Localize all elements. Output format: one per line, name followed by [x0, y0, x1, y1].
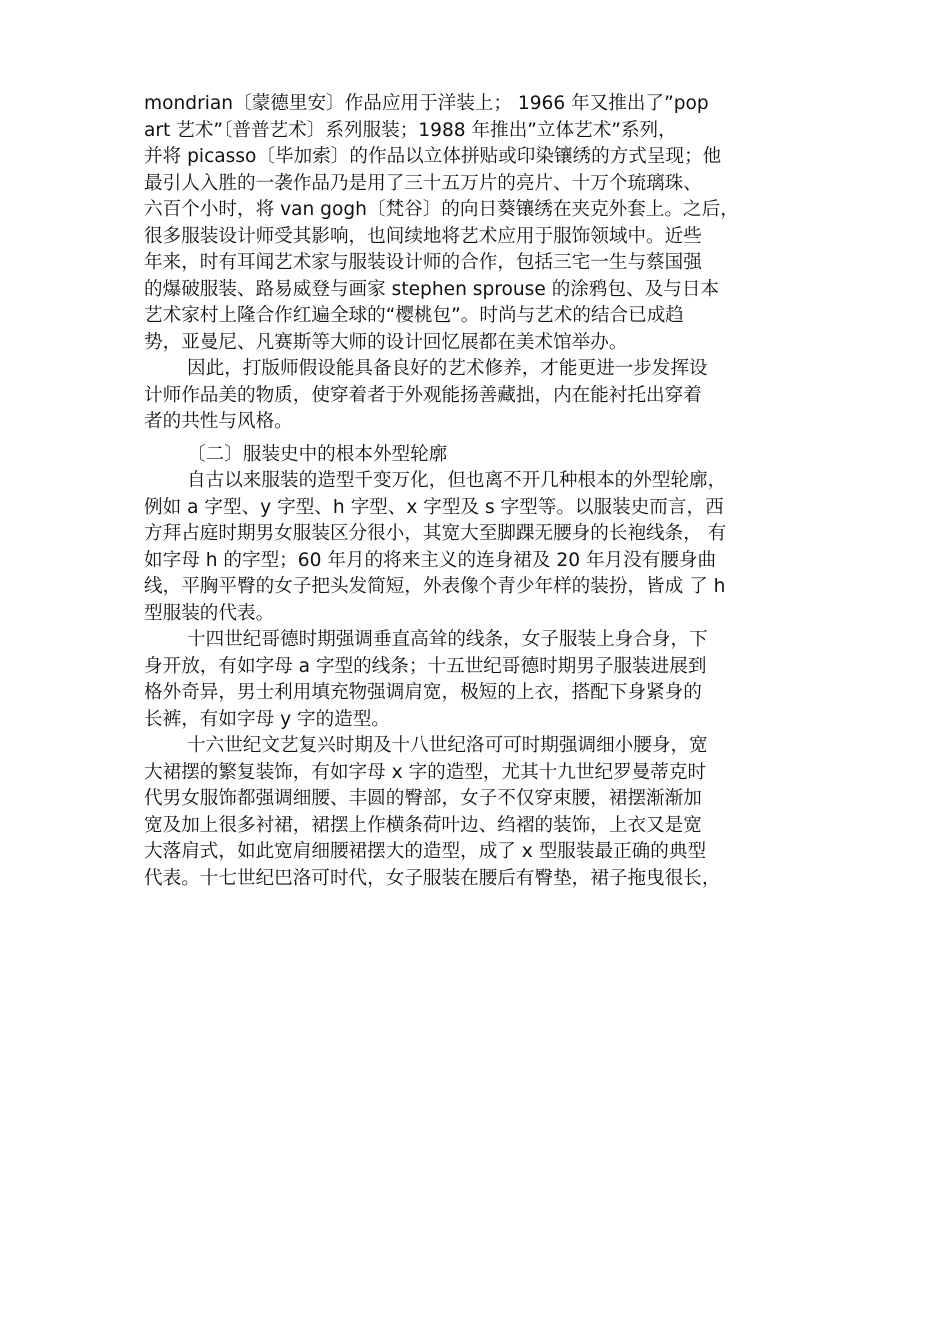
text-line: 艺术家村上隆合作红遍全球的“樱桃包”。时尚与艺术的结合已成趋 — [144, 305, 684, 326]
text-line: 代表。十七世纪巴洛可时代，女子服装在腰后有臀垫，裙子拖曳很长， — [144, 867, 721, 889]
text-line: 身开放，有如字母 a 字型的线条；十五世纪哥德时期男子服装进展到 — [144, 655, 707, 677]
text-line: 者的共性与风格。 — [144, 411, 293, 432]
text-line: 六百个小时，将 van gogh〔梵谷〕的向日葵镶绣在夹克外套上。之后， — [144, 199, 739, 220]
text-line: 线，平胸平臀的女子把头发简短，外表像个青少年样的装扮，皆成 了 h — [144, 576, 726, 597]
text-line: 代男女服饰都强调细腰、丰圆的臀部，女子不仅穿束腰，裙摆渐渐加 — [144, 788, 702, 809]
text-line: 计师作品美的物质，使穿着者于外观能扬善藏拙，内在能衬托出穿着 — [144, 384, 702, 406]
text-line: mondrian〔蒙德里安〕作品应用于洋装上； 1966 年又推出了”pop — [144, 93, 709, 114]
text-line: 大裙摆的繁复装饰，有如字母 x 字的造型，尤其十九世纪罗曼蒂克时 — [144, 761, 707, 783]
text-line: 方拜占庭时期男女服装区分很小，其宽大至脚踝无腰身的长袍线条， 有 — [144, 523, 727, 544]
document-body — [144, 91, 824, 892]
text-line: 并将 picasso〔毕加索〕的作品以立体拼贴或印染镶绣的方式呈现；他 — [144, 146, 722, 167]
text-line: 格外奇异，男士利用填充物强调肩宽，极短的上衣，搭配下身紧身的 — [144, 682, 702, 703]
paragraph-start-line: 十四世纪哥德时期强调垂直高耸的线条，女子服装上身合身，下 — [187, 629, 708, 650]
text-line: 宽及加上很多衬裙，裙摆上作横条荷叶边、绉褶的装饰，上衣又是宽 — [144, 814, 702, 836]
text-line: 型服装的代表。 — [144, 602, 275, 624]
text-line: 年来，时有耳闻艺术家与服装设计师的合作，包括三宅一生与蔡国强 — [144, 252, 702, 273]
text-line: 长裤，有如字母 y 字的造型。 — [144, 708, 390, 730]
paragraph-start-line: 自古以来服装的造型千变万化，但也离不开几种根本的外型轮廓， — [187, 470, 727, 491]
paragraph-start-line: 因此，打版师假设能具备良好的艺术修养，才能更进一步发挥设 — [187, 358, 708, 379]
text-line: 大落肩式，如此宽肩细腰裙摆大的造型，成了 x 型服装最正确的典型 — [144, 841, 707, 862]
text-line: 的爆破服装、路易威登与画家 stephen sprouse 的涂鸦包、及与日本 — [144, 278, 720, 300]
text-line: 例如 a 字型、y 字型、h 字型、x 字型及 s 字型等。以服装史而言，西 — [144, 496, 724, 518]
text-line: 势，亚曼尼、凡赛斯等大师的设计回忆展都在美术馆举办。 — [144, 331, 628, 353]
text-line: 很多服装设计师受其影响，也间续地将艺术应用于服饰领域中。近些 — [144, 225, 702, 247]
text-line: art 艺术”〔普普艺术〕系列服装；1988 年推出”立体艺术”系列， — [144, 119, 677, 141]
section-heading: 〔二〕服装史中的根本外型轮廓 — [187, 443, 448, 465]
text-line: 最引人入胜的一袭作品乃是用了三十五万片的亮片、十万个琉璃珠、 — [144, 172, 702, 194]
paragraph-start-line: 十六世纪文艺复兴时期及十八世纪洛可可时期强调细小腰身，宽 — [187, 735, 708, 756]
text-line: 如字母 h 的字型；60 年月的将来主义的连身裙及 20 年月没有腰身曲 — [144, 549, 717, 571]
